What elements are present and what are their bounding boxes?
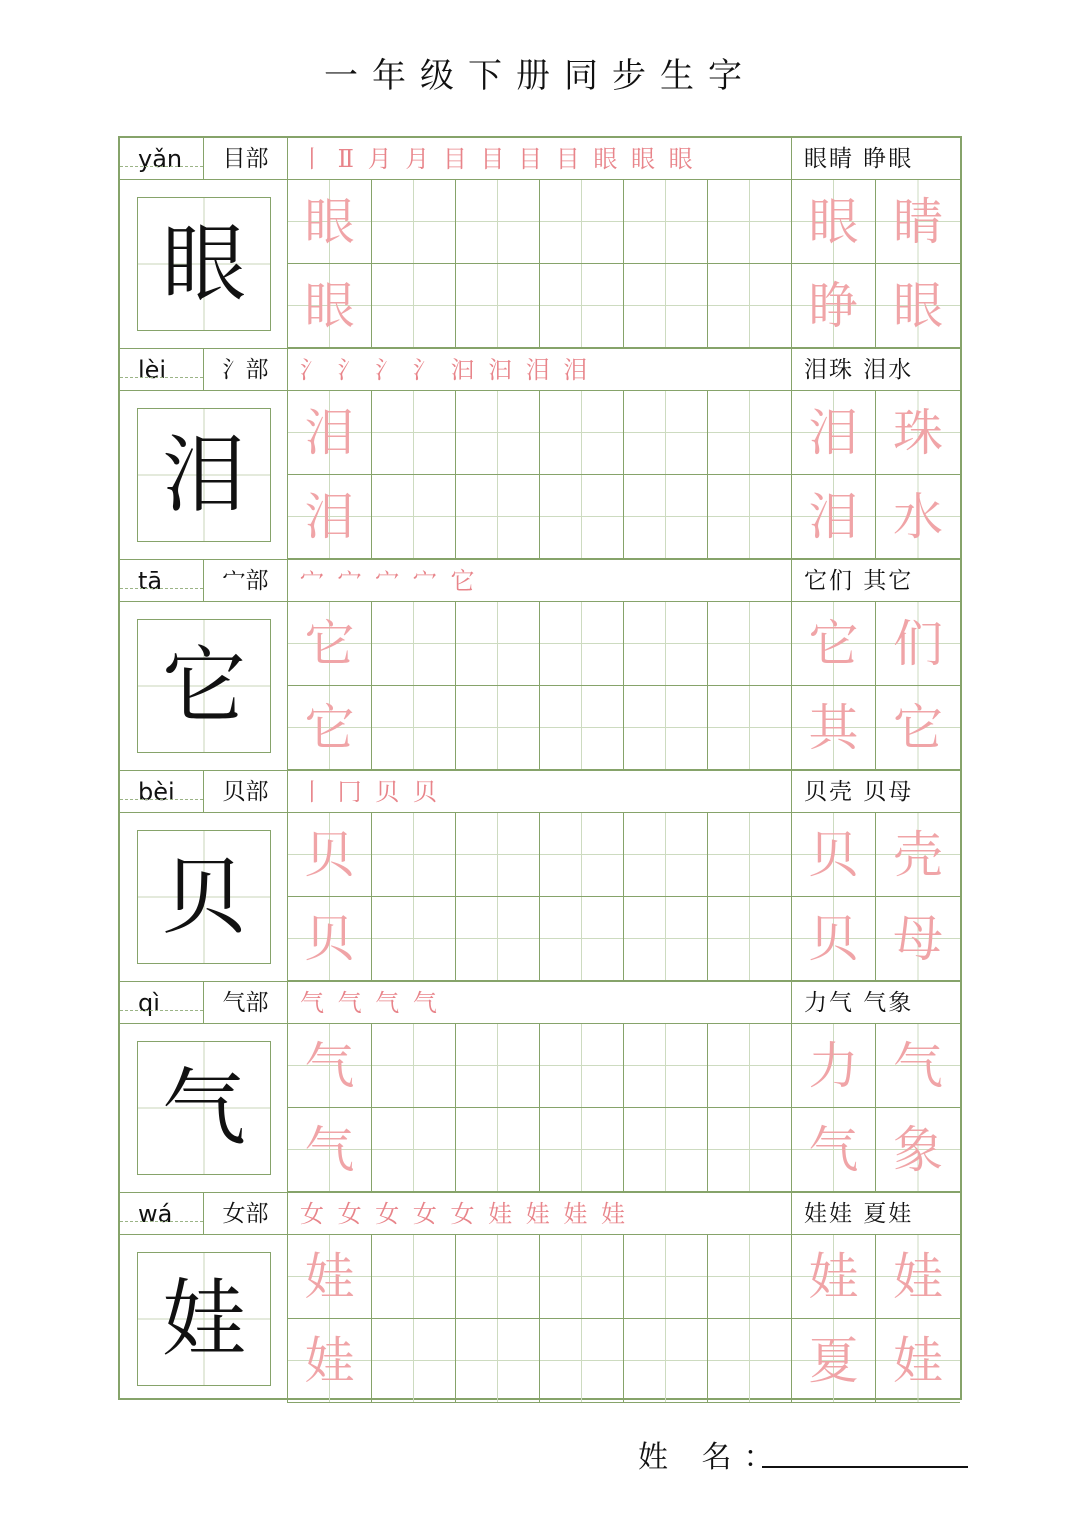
model-character-box (120, 180, 288, 348)
model-character: 娃 (137, 1252, 271, 1386)
word-trace-cell[interactable]: 气 (792, 1108, 876, 1192)
character-entry (120, 1193, 960, 1404)
pinyin: qì (120, 982, 204, 1024)
example-words: 娃娃 夏娃 (804, 1201, 914, 1227)
blank-cell[interactable] (708, 264, 792, 348)
blank-cell[interactable] (708, 1235, 792, 1319)
radical: 气部 (204, 982, 288, 1024)
word-trace-cell[interactable]: 它 (876, 686, 960, 770)
model-character-box (120, 1235, 288, 1403)
trace-cell[interactable]: 泪 (288, 391, 372, 475)
model-character-box (120, 602, 288, 770)
word-trace-cell[interactable]: 其 (792, 686, 876, 770)
blank-cell[interactable] (372, 1235, 456, 1319)
word-trace-cell[interactable]: 眼 (876, 264, 960, 348)
word-trace-cell[interactable]: 象 (876, 1108, 960, 1192)
trace-cell[interactable]: 贝 (288, 813, 372, 897)
name-input-line[interactable] (762, 1466, 968, 1468)
blank-cell[interactable] (540, 602, 624, 686)
word-trace-cell[interactable]: 眼 (792, 180, 876, 264)
writing-grid (288, 180, 960, 348)
model-character: 气 (137, 1041, 271, 1175)
blank-cell[interactable] (624, 1235, 708, 1319)
page-title: 一年级下册同步生字 (324, 56, 756, 96)
blank-cell[interactable] (456, 1319, 540, 1403)
blank-cell[interactable] (708, 602, 792, 686)
blank-cell[interactable] (708, 475, 792, 559)
writing-grid (288, 391, 960, 559)
blank-cell[interactable] (456, 602, 540, 686)
blank-cell[interactable] (624, 897, 708, 981)
character-entry (120, 771, 960, 982)
example-words: 力气 气象 (804, 990, 914, 1016)
character-entry (120, 138, 960, 349)
word-trace-cell[interactable]: 气 (876, 1024, 960, 1108)
trace-cell[interactable]: 眼 (288, 180, 372, 264)
word-trace-cell[interactable]: 娃 (876, 1319, 960, 1403)
blank-cell[interactable] (708, 1319, 792, 1403)
writing-grid (288, 813, 960, 981)
word-trace-cell[interactable]: 娃 (876, 1235, 960, 1319)
stroke-order: 丨 冂 贝 贝 (290, 771, 792, 813)
blank-cell[interactable] (456, 264, 540, 348)
model-character-box (120, 391, 288, 559)
trace-cell[interactable]: 娃 (288, 1235, 372, 1319)
word-trace-cell[interactable]: 睛 (876, 180, 960, 264)
entry-header (120, 982, 960, 1024)
radical: 女部 (204, 1193, 288, 1235)
blank-cell[interactable] (540, 1235, 624, 1319)
blank-cell[interactable] (624, 1024, 708, 1108)
blank-cell[interactable] (624, 475, 708, 559)
trace-cell[interactable]: 娃 (288, 1319, 372, 1403)
model-character: 它 (137, 619, 271, 753)
entry-divider (120, 348, 960, 349)
blank-cell[interactable] (624, 686, 708, 770)
word-trace-cell[interactable]: 珠 (876, 391, 960, 475)
blank-cell[interactable] (708, 391, 792, 475)
example-words: 它们 其它 (804, 568, 914, 594)
stroke-order: 宀 宀 宀 宀 它 (290, 560, 792, 602)
blank-cell[interactable] (540, 391, 624, 475)
trace-cell[interactable]: 泪 (288, 475, 372, 559)
stroke-order: 气 气 气 气 (290, 982, 792, 1024)
writing-grid (288, 602, 960, 770)
blank-cell[interactable] (540, 264, 624, 348)
blank-cell[interactable] (708, 180, 792, 264)
blank-cell[interactable] (540, 686, 624, 770)
blank-cell[interactable] (624, 813, 708, 897)
word-trace-cell[interactable]: 们 (876, 602, 960, 686)
blank-cell[interactable] (540, 1108, 624, 1192)
model-character: 贝 (137, 830, 271, 964)
name-label: 姓 名： (638, 1440, 786, 1475)
word-trace-cell[interactable]: 夏 (792, 1319, 876, 1403)
blank-cell[interactable] (456, 1108, 540, 1192)
blank-cell[interactable] (456, 180, 540, 264)
word-trace-cell[interactable]: 泪 (792, 475, 876, 559)
word-trace-cell[interactable]: 母 (876, 897, 960, 981)
word-trace-cell[interactable]: 贝 (792, 813, 876, 897)
blank-cell[interactable] (456, 475, 540, 559)
blank-cell[interactable] (456, 391, 540, 475)
example-words: 贝壳 贝母 (804, 779, 914, 805)
blank-cell[interactable] (372, 264, 456, 348)
trace-cell[interactable]: 眼 (288, 264, 372, 348)
entry-divider (120, 770, 960, 771)
radical: 宀部 (204, 560, 288, 602)
blank-cell[interactable] (540, 897, 624, 981)
character-entry (120, 560, 960, 771)
blank-cell[interactable] (372, 180, 456, 264)
entry-header (120, 349, 960, 391)
trace-cell[interactable]: 它 (288, 686, 372, 770)
blank-cell[interactable] (372, 813, 456, 897)
stroke-order: 丨 Ⅱ 月 月 目 目 目 目 眼 眼 眼 (290, 138, 792, 180)
word-trace-cell[interactable]: 贝 (792, 897, 876, 981)
word-trace-cell[interactable]: 睁 (792, 264, 876, 348)
blank-cell[interactable] (624, 1319, 708, 1403)
blank-cell[interactable] (540, 475, 624, 559)
radical: 氵部 (204, 349, 288, 391)
blank-cell[interactable] (624, 602, 708, 686)
blank-cell[interactable] (708, 897, 792, 981)
blank-cell[interactable] (456, 897, 540, 981)
blank-cell[interactable] (624, 1108, 708, 1192)
trace-cell[interactable]: 贝 (288, 897, 372, 981)
blank-cell[interactable] (456, 1024, 540, 1108)
entry-header (120, 560, 960, 602)
blank-cell[interactable] (708, 1108, 792, 1192)
character-entry (120, 982, 960, 1193)
word-trace-cell[interactable]: 它 (792, 602, 876, 686)
blank-cell[interactable] (540, 1024, 624, 1108)
blank-cell[interactable] (372, 391, 456, 475)
blank-cell[interactable] (540, 813, 624, 897)
entry-header (120, 771, 960, 813)
blank-cell[interactable] (372, 1024, 456, 1108)
blank-cell[interactable] (372, 686, 456, 770)
pinyin: tā (120, 560, 204, 602)
blank-cell[interactable] (456, 686, 540, 770)
word-trace-cell[interactable]: 力 (792, 1024, 876, 1108)
blank-cell[interactable] (624, 391, 708, 475)
trace-cell[interactable]: 它 (288, 602, 372, 686)
model-character-box (120, 813, 288, 981)
character-entry (120, 349, 960, 560)
radical: 贝部 (204, 771, 288, 813)
word-trace-cell[interactable]: 娃 (792, 1235, 876, 1319)
blank-cell[interactable] (372, 1108, 456, 1192)
blank-cell[interactable] (372, 1319, 456, 1403)
blank-cell[interactable] (624, 264, 708, 348)
stroke-order: 氵 氵 氵 氵 汩 汩 泪 泪 (290, 349, 792, 391)
writing-grid (288, 1024, 960, 1192)
writing-grid (288, 1235, 960, 1403)
word-trace-cell[interactable]: 壳 (876, 813, 960, 897)
blank-cell[interactable] (456, 813, 540, 897)
model-character: 泪 (137, 408, 271, 542)
entry-divider (120, 981, 960, 982)
entry-divider (120, 1192, 960, 1193)
blank-cell[interactable] (540, 1319, 624, 1403)
blank-cell[interactable] (372, 475, 456, 559)
entry-divider (120, 559, 960, 560)
model-character-box (120, 1024, 288, 1192)
example-words: 眼睛 睁眼 (804, 146, 914, 172)
word-trace-cell[interactable]: 水 (876, 475, 960, 559)
radical: 目部 (204, 138, 288, 180)
practice-sheet (118, 136, 962, 1400)
blank-cell[interactable] (708, 686, 792, 770)
blank-cell[interactable] (456, 1235, 540, 1319)
blank-cell[interactable] (372, 602, 456, 686)
pinyin: yǎn (120, 138, 204, 180)
blank-cell[interactable] (540, 180, 624, 264)
stroke-order: 女 女 女 女 女 娃 娃 娃 娃 (290, 1193, 792, 1235)
pinyin: lèi (120, 349, 204, 391)
example-words: 泪珠 泪水 (804, 357, 914, 383)
blank-cell[interactable] (372, 897, 456, 981)
model-character: 眼 (137, 197, 271, 331)
trace-cell[interactable]: 气 (288, 1108, 372, 1192)
pinyin: wá (120, 1193, 204, 1235)
trace-cell[interactable]: 气 (288, 1024, 372, 1108)
blank-cell[interactable] (624, 180, 708, 264)
blank-cell[interactable] (708, 1024, 792, 1108)
word-trace-cell[interactable]: 泪 (792, 391, 876, 475)
entry-header (120, 138, 960, 180)
pinyin: bèi (120, 771, 204, 813)
entry-header (120, 1193, 960, 1235)
blank-cell[interactable] (708, 813, 792, 897)
